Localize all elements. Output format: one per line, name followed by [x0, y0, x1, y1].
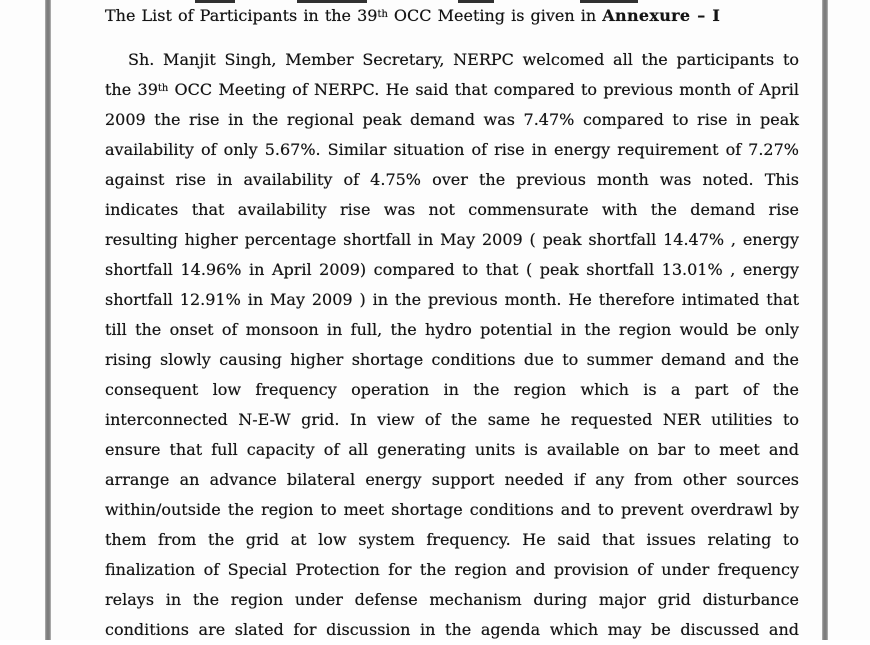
paragraph-line: within/outside the region to meet shortage conditions and to prevent overdrawl by — [105, 500, 799, 519]
paragraph-line: arrange an advance bilateral energy support needed if any from other sources — [105, 470, 799, 489]
paragraph-line: them from the grid at low system frequency. He said that issues relating to — [105, 530, 799, 549]
paragraph-line: finalization of Special Protection for the region and provision of under frequency — [105, 560, 799, 579]
scan-artifact — [458, 0, 494, 3]
paragraph-line: ensure that full capacity of all generating units is available on bar to meet and — [105, 440, 799, 459]
paragraph-line: interconnected N-E-W grid. In view of the same he requested NER utilities to — [105, 410, 799, 429]
heading-bold-text: Annexure – I — [602, 6, 721, 25]
paragraph-line: conditions are slated for discussion in the agenda which may be discussed and — [105, 620, 799, 639]
scan-artifact — [580, 0, 638, 3]
paragraph-line: consequent low frequency operation in the region which is a part of the — [105, 380, 799, 399]
scan-edge-left — [45, 0, 51, 640]
paragraph-line: relays in the region under defense mechanism during major grid disturbance — [105, 590, 799, 609]
paragraph-line: shortfall 14.96% in April 2009) compared to that ( peak shortfall 13.01% , energy — [105, 260, 799, 279]
scan-edge-right — [822, 0, 828, 640]
paragraph-line: shortfall 12.91% in May 2009 ) in the previous month. He therefore intimated that — [105, 290, 799, 309]
paragraph-line: against rise in availability of 4.75% over the previous month was noted. This — [105, 170, 799, 189]
paragraph-line: 2009 the rise in the regional peak demand was 7.47% compared to rise in peak — [105, 110, 799, 129]
paragraph-line: Sh. Manjit Singh, Member Secretary, NERPC welcomed all the participants to — [128, 50, 799, 69]
paragraph-line: resulting higher percentage shortfall in May 2009 ( peak shortfall 14.47% , energy — [105, 230, 799, 249]
paragraph — [105, 45, 799, 645]
paragraph-line: till the onset of monsoon in full, the hydro potential in the region would be only — [105, 320, 799, 339]
paragraph-line: rising slowly causing higher shortage conditions due to summer demand and the — [105, 350, 799, 369]
scan-artifact — [195, 0, 235, 3]
heading-text: The List of Participants in the 39th OCC Meeting is given in — [105, 6, 603, 25]
paragraph-line: the 39th OCC Meeting of NERPC. He said that compared to previous month of April — [105, 80, 799, 99]
heading-line — [105, 4, 799, 28]
paragraph-line: availability of only 5.67%. Similar situation of rise in energy requirement of 7.27% — [105, 140, 799, 159]
paragraph-line: indicates that availability rise was not commensurate with the demand rise — [105, 200, 799, 219]
scan-artifact — [297, 0, 367, 3]
